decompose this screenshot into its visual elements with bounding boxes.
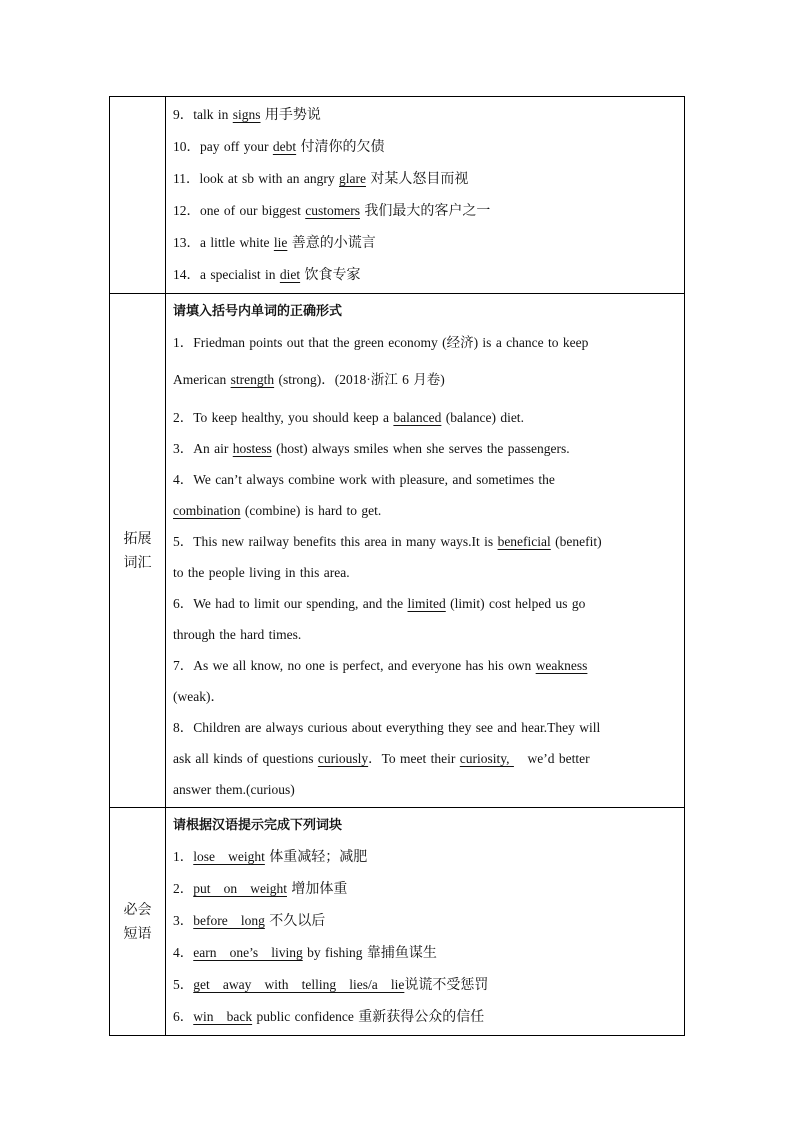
list-item: 14．a specialist in diet 饮食专家 — [173, 267, 361, 283]
expand-vocab-row — [110, 294, 685, 808]
list-item: 10．pay off your debt 付清你的欠债 — [173, 139, 385, 155]
vocab-tail-content — [166, 97, 685, 294]
vocab-tail-label-cell — [110, 97, 166, 294]
question-1: 1．Friedman points out that the green economy (经济) is a chance to keep — [173, 335, 589, 350]
question-4-cont: combination (combine) is hard to get. — [173, 503, 382, 518]
answer-blank: get away with telling lies/a lie — [193, 977, 405, 992]
list-item: 9．talk in signs 用手势说 — [173, 107, 321, 123]
answer-blank: earn one’s living — [193, 945, 303, 960]
list-item: 1．lose weight 体重减轻；减肥 — [173, 849, 368, 865]
question-7: 7．As we all know, no one is perfect, and everyone has his own weakness — [173, 658, 588, 673]
question-2: 2．To keep healthy, you should keep a balanced (balance) diet. — [173, 410, 524, 425]
answer-blank: combination — [173, 503, 241, 518]
answer-blank: before long — [193, 913, 265, 928]
question-5-cont: to the people living in this area. — [173, 565, 350, 580]
phrases-label: 必会 短语 — [110, 808, 166, 1036]
answer-blank: beneficial — [497, 534, 551, 549]
phrases-content — [166, 808, 685, 1036]
answer-blank: win back — [193, 1009, 253, 1024]
expand-vocab-label: 拓展 词汇 — [110, 294, 166, 808]
question-6: 6．We had to limit our spending, and the limited (limit) cost helped us go — [173, 596, 586, 611]
list-item: 13．a little white lie 善意的小谎言 — [173, 235, 376, 251]
answer-blank: customers — [305, 203, 360, 218]
list-item: 4．earn one’s living by fishing 靠捕鱼谋生 — [173, 945, 437, 961]
answer-blank: strength — [230, 372, 275, 387]
section-heading: 请根据汉语提示完成下列词块 — [173, 818, 343, 833]
blank-underline — [510, 743, 528, 774]
answer-blank: debt — [272, 139, 297, 154]
question-8-end: answer them.(curious) — [173, 782, 295, 797]
question-3: 3．An air hostess (host) always smiles when she serves the passengers. — [173, 441, 570, 456]
phrases-row — [110, 808, 685, 1036]
question-4: 4．We can’t always combine work with pleasure, and sometimes the — [173, 472, 555, 487]
answer-blank: weakness — [535, 658, 588, 673]
section-heading: 请填入括号内单词的正确形式 — [173, 304, 343, 319]
answer-blank: glare — [338, 171, 366, 186]
question-8-cont: ask all kinds of questions curiously．To meet their curiosity, we’d better — [173, 743, 676, 774]
list-item: 11．look at sb with an angry glare 对某人怒目而视 — [173, 171, 469, 187]
list-item: 6．win back public confidence 重新获得公众的信任 — [173, 1009, 485, 1025]
question-1-cont: American strength (strong)．(2018·浙江 6 月卷) — [173, 372, 445, 387]
answer-blank: curiosity, — [459, 751, 510, 766]
answer-blank: lie — [273, 235, 288, 250]
answer-blank: limited — [407, 596, 446, 611]
answer-blank: lose weight — [193, 849, 265, 864]
answer-blank: hostess — [232, 441, 272, 456]
answer-blank: balanced — [393, 410, 442, 425]
list-item: 3．before long 不久以后 — [173, 913, 326, 929]
list-item: 12．one of our biggest customers 我们最大的客户之一 — [173, 203, 491, 219]
list-item: 5．get away with telling lies/a lie说谎不受惩罚 — [173, 977, 489, 993]
question-5: 5．This new railway benefits this area in many ways.It is beneficial (benefit) — [173, 534, 602, 549]
answer-blank: diet — [279, 267, 301, 282]
answer-blank: signs — [232, 107, 261, 122]
answer-blank: put on weight — [193, 881, 287, 896]
question-6-cont: through the hard times. — [173, 627, 302, 642]
expand-vocab-content — [166, 294, 685, 808]
question-7-cont: (weak)． — [173, 689, 224, 704]
question-8: 8．Children are always curious about everything they see and hear.They will — [173, 720, 601, 735]
vocab-tail-row — [110, 97, 685, 294]
answer-blank: curiously — [317, 751, 369, 766]
list-item: 2．put on weight 增加体重 — [173, 881, 348, 897]
vocabulary-table — [109, 96, 685, 1036]
